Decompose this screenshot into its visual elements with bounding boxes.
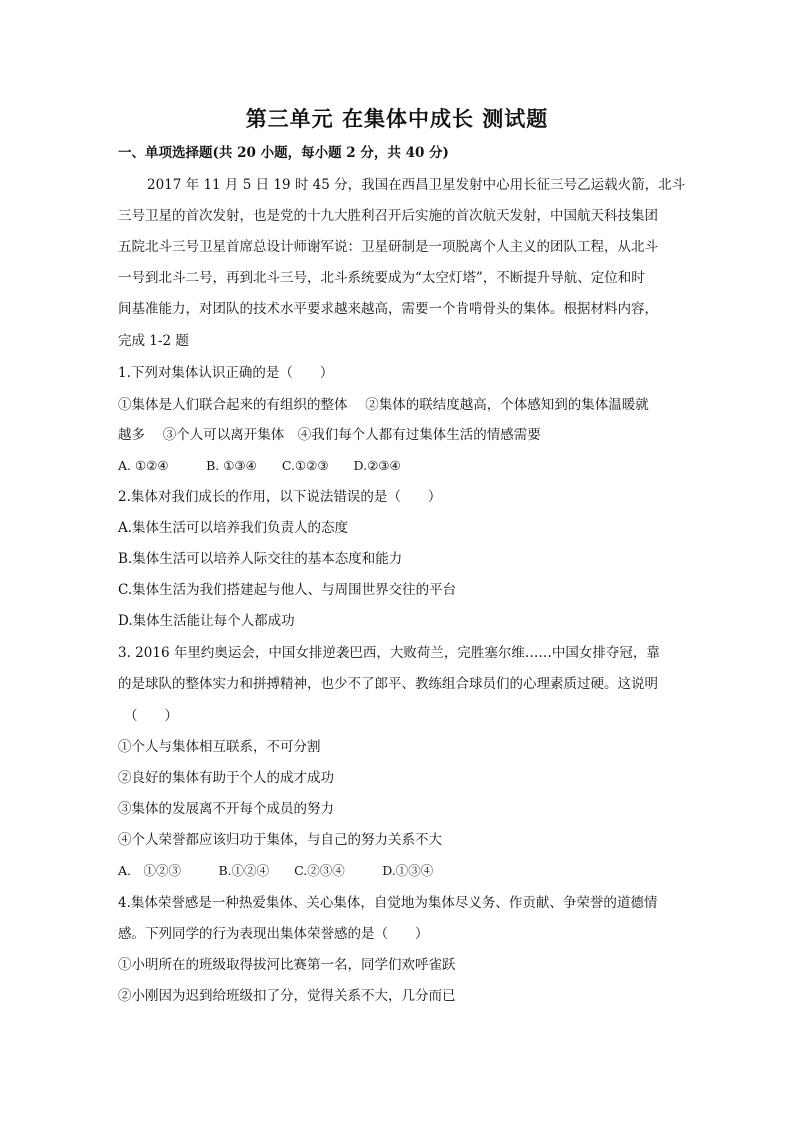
question-2-option: D.集体生活能让每个人都成功 [118, 613, 295, 629]
question-1-options: A. ①②④ B. ①③④ C.①②③ D.②③④ [118, 458, 401, 473]
section-heading: 一、单项选择题(共 20 小题，每小题 2 分，共 40 分) [118, 145, 449, 161]
question-1-line: ①集体是人们联合起来的有组织的整体 ②集体的联结度越高，个体感知到的集体温暖就 [118, 397, 649, 413]
question-4-line: 4.集体荣誉感是一种热爱集体、关心集体，自觉地为集体尽义务、作贡献、争荣誉的道德情 [118, 895, 658, 911]
passage-line: 一号到北斗二号，再到北斗三号，北斗系统要成为“太空灯塔”，不断提升导航、定位和时 [118, 270, 645, 286]
passage-line: 三号卫星的首次发射，也是党的十九大胜利召开后实施的首次航天发射，中国航天科技集团 [118, 208, 658, 224]
question-3-options: A. ①②③ B.①②④ C.②③④ D.①③④ [118, 863, 434, 878]
question-3-line: 的是球队的整体实力和拼搏精神，也少不了郎平、教练组合球员们的心理素质过硬。这说明 [118, 676, 658, 692]
passage-line: 2017 年 11 月 5 日 19 时 45 分，我国在西昌卫星发射中心用长征三号乙运载火箭，北斗 [147, 177, 686, 193]
question-3-item: ④个人荣誉都应该归功于集体，与自己的努力关系不大 [118, 832, 442, 848]
question-2-option: B.集体生活可以培养人际交往的基本态度和能力 [118, 551, 403, 567]
page-title: 第三单元 在集体中成长 测试题 [245, 106, 549, 131]
passage-line: 间基准能力，对团队的技术水平要求越来越高，需要一个肯啃骨头的集体。根据材料内容， [118, 301, 658, 317]
question-1-line: 越多 ③个人可以离开集体 ④我们每个人都有过集体生活的情感需要 [118, 427, 541, 443]
passage-line: 五院北斗三号卫星首席总设计师谢军说：卫星研制是一项脱离个人主义的团队工程，从北斗 [118, 239, 658, 255]
question-3-line: （ ） [124, 708, 178, 724]
question-2-option: A.集体生活可以培养我们负责人的态度 [118, 520, 349, 536]
question-3-line: 3. 2016 年里约奥运会，中国女排逆袭巴西，大败荷兰，完胜塞尔维……中国女排夺冠，靠 [118, 645, 660, 661]
passage-line: 完成 1-2 题 [118, 333, 189, 349]
question-4-item: ②小刚因为迟到给班级扣了分，觉得关系不大，几分而已 [118, 988, 456, 1004]
question-1-stem: 1.下列对集体认识正确的是（ ） [118, 365, 334, 381]
question-3-item: ②良好的集体有助于个人的成才成功 [118, 770, 334, 786]
question-4-item: ①小明所在的班级取得拔河比赛第一名，同学们欢呼雀跃 [118, 957, 456, 973]
question-2-option: C.集体生活为我们搭建起与他人、与周围世界交往的平台 [118, 582, 457, 598]
question-3-item: ①个人与集体相互联系，不可分割 [118, 739, 321, 755]
question-4-line: 感。下列同学的行为表现出集体荣誉感的是（ ） [118, 926, 429, 942]
question-2-stem: 2.集体对我们成长的作用，以下说法错误的是（ ） [118, 489, 442, 505]
question-3-item: ③集体的发展离不开每个成员的努力 [118, 801, 334, 817]
